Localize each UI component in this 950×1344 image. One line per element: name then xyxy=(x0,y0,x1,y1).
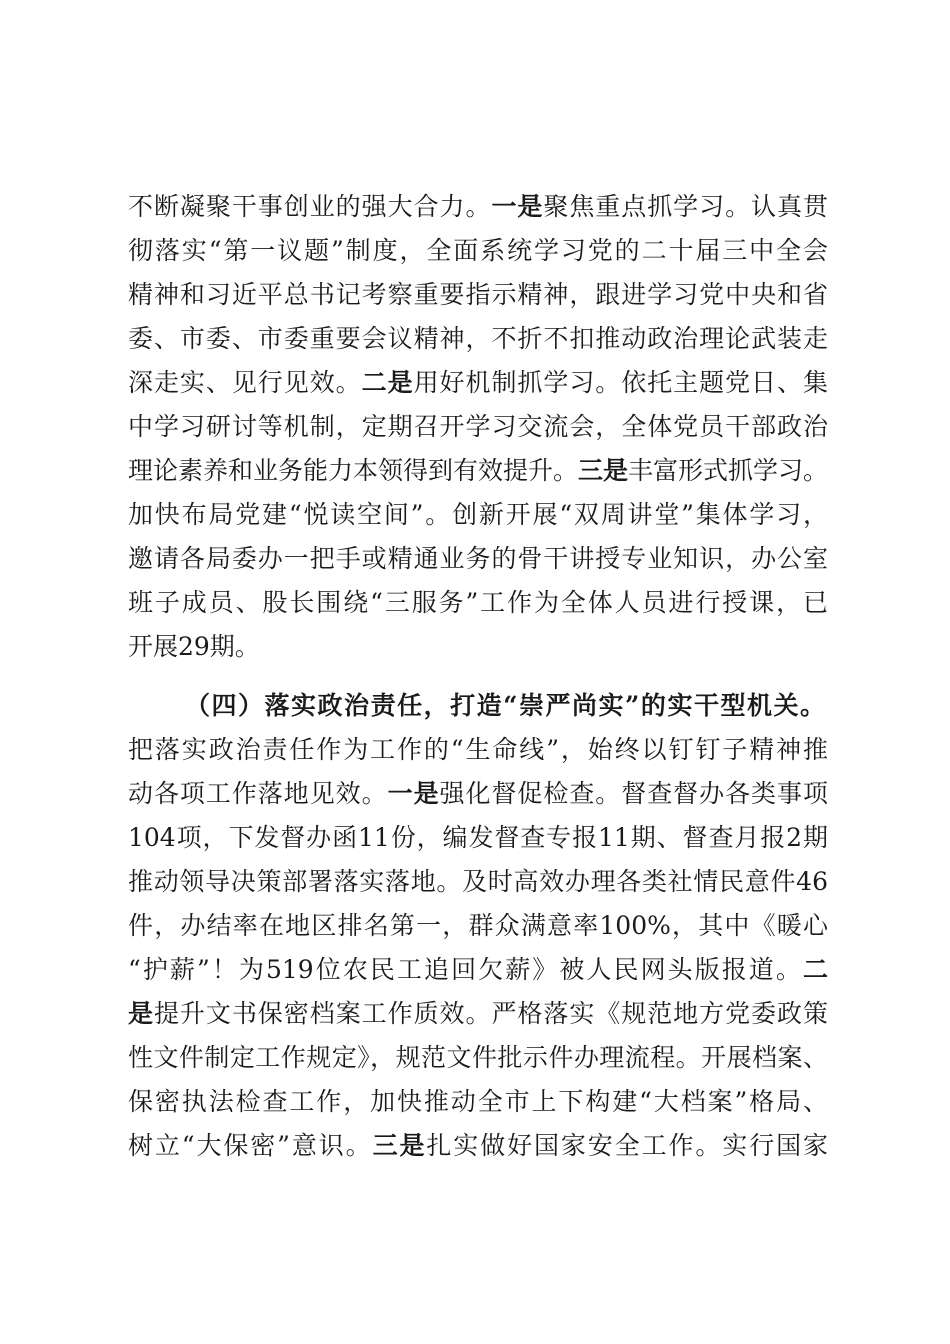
text-line: 树立“大保密”意识。三是扎实做好国家安全工作。实行国家 xyxy=(128,1131,828,1160)
text-line: 彻落实“第一议题”制度，全面系统学习党的二十届三中全会 xyxy=(128,236,828,265)
text-line: 不断凝聚干事创业的强大合力。一是聚焦重点抓学习。认真贯 xyxy=(128,192,828,221)
text-line: 中学习研讨等机制，定期召开学习交流会，全体党员干部政治 xyxy=(128,412,828,441)
text-line: 委、市委、市委重要会议精神，不折不扣推动政治理论武装走 xyxy=(128,324,828,353)
text-line: 理论素养和业务能力本领得到有效提升。三是丰富形式抓学习。 xyxy=(128,456,829,485)
section-heading: （四）落实政治责任，打造“崇严尚实”的实干型机关。 xyxy=(185,691,825,720)
text-line: 深走实、见行见效。二是用好机制抓学习。依托主题党日、集 xyxy=(128,368,828,397)
text-line: 把落实政治责任作为工作的“生命线”，始终以钉钉子精神推 xyxy=(128,735,828,764)
text-line: 件，办结率在地区排名第一，群众满意率100%，其中《暖心 xyxy=(128,911,828,940)
text-line: 动各项工作落地见效。一是强化督促检查。督查督办各类事项 xyxy=(128,779,828,808)
text-line: 104项，下发督办函11份，编发督查专报11期、督查月报2期 xyxy=(128,823,828,852)
text-line: 开展29期。 xyxy=(128,632,260,661)
text-line: 加快布局党建“悦读空间”。创新开展“双周讲堂”集体学习， xyxy=(128,500,828,529)
text-line: 邀请各局委办一把手或精通业务的骨干讲授专业知识，办公室 xyxy=(128,544,828,573)
text-line: 推动领导决策部署落实落地。及时高效办理各类社情民意件46 xyxy=(128,867,828,896)
text-line: 保密执法检查工作，加快推动全市上下构建“大档案”格局、 xyxy=(128,1087,828,1116)
text-line: 是提升文书保密档案工作质效。严格落实《规范地方党委政策 xyxy=(128,999,828,1028)
text-line: 精神和习近平总书记考察重要指示精神，跟进学习党中央和省 xyxy=(128,280,828,309)
text-line: 性文件制定工作规定》，规范文件批示件办理流程。开展档案、 xyxy=(128,1043,828,1072)
text-line: 班子成员、股长围绕“三服务”工作为全体人员进行授课，已 xyxy=(128,588,828,617)
text-line: “护薪”！为519位农民工追回欠薪》被人民网头版报道。二 xyxy=(128,955,828,984)
